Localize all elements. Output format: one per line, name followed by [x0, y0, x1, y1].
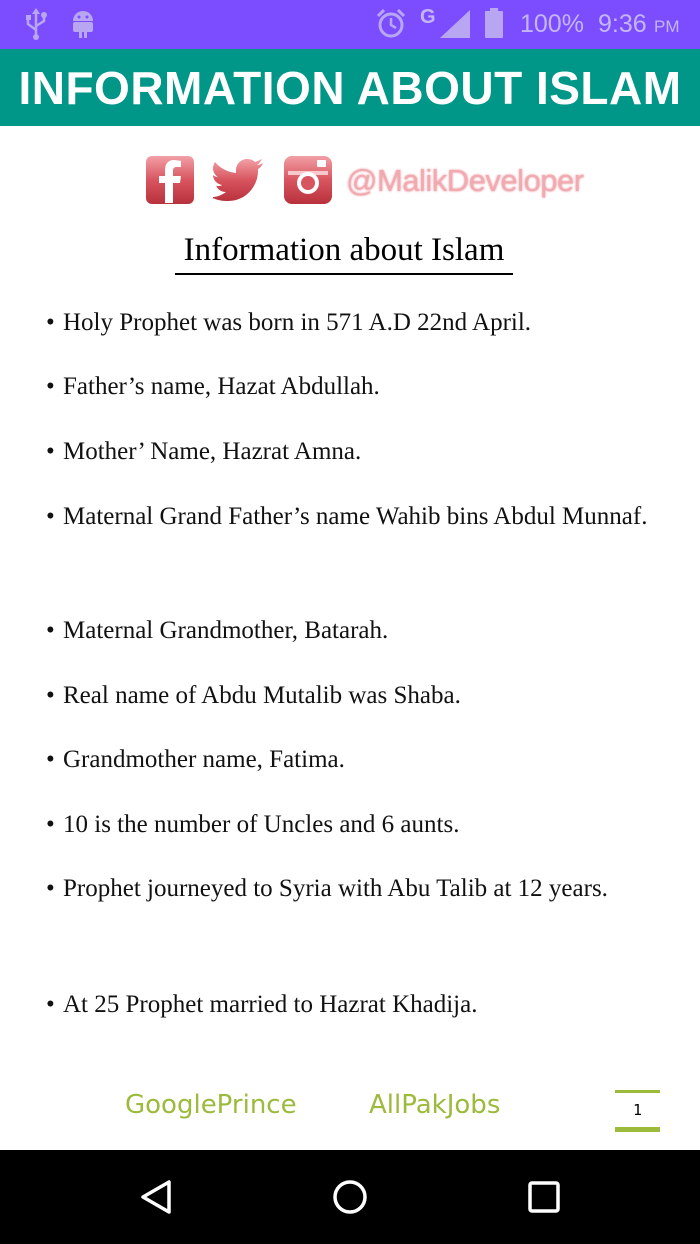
back-icon[interactable]: [133, 1174, 179, 1220]
status-bar: [0, 0, 700, 49]
allpakjobs-link[interactable]: AllPakJobs: [369, 1090, 501, 1120]
signal-icon: [440, 10, 470, 43]
bullet: •: [46, 438, 55, 465]
list-item: [46, 980, 666, 1030]
list-item: [46, 864, 666, 914]
bullet: •: [46, 503, 55, 530]
bullet: •: [46, 309, 55, 336]
bullet: •: [46, 373, 55, 400]
bullet: •: [46, 746, 55, 773]
list-item: [46, 362, 666, 412]
fact-text: At 25 Prophet married to Hazrat Khadija.: [63, 991, 478, 1018]
android-icon: [70, 8, 96, 45]
recents-icon[interactable]: [521, 1174, 567, 1220]
page-number: 1: [615, 1090, 660, 1132]
battery-level: 100%: [520, 10, 584, 38]
usb-icon: [24, 8, 48, 45]
fact-text: Prophet journeyed to Syria with Abu Talib at 12 years.: [63, 875, 608, 902]
fact-text: Real name of Abdu Mutalib was Shaba.: [63, 682, 461, 709]
list-item: [46, 735, 666, 785]
navigation-bar: [0, 1150, 700, 1244]
bullet: •: [46, 991, 55, 1018]
list-item: [46, 800, 666, 850]
list-item: [46, 606, 666, 656]
home-icon[interactable]: [327, 1174, 373, 1220]
network-type: G: [420, 6, 436, 28]
social-row: [0, 155, 700, 209]
clock-time: 9:36: [598, 10, 647, 38]
app-title: INFORMATION ABOUT ISLAM: [18, 61, 682, 114]
list-item: [46, 298, 666, 348]
bullet: •: [46, 875, 55, 902]
battery-icon: [485, 8, 503, 43]
alarm-icon: [376, 8, 406, 45]
facebook-icon[interactable]: [145, 155, 195, 210]
fact-text: Holy Prophet was born in 571 A.D 22nd April.: [63, 309, 532, 336]
clock-ampm: PM: [654, 17, 680, 36]
fact-text: Mother’ Name, Hazrat Amna.: [63, 438, 362, 465]
fact-text: Maternal Grandmother, Batarah.: [63, 617, 389, 644]
app-bar: [0, 49, 700, 126]
fact-text: Maternal Grand Father’s name Wahib bins Abdul Munnaf.: [63, 503, 648, 530]
googleprince-link[interactable]: GooglePrince: [125, 1090, 297, 1120]
fact-text: 10 is the number of Uncles and 6 aunts.: [63, 811, 460, 838]
fact-text: Father’s name, Hazat Abdullah.: [63, 373, 380, 400]
instagram-icon[interactable]: [283, 155, 333, 210]
developer-handle[interactable]: @MalikDeveloper: [346, 163, 584, 198]
list-item: [46, 671, 666, 721]
page-heading: Information about Islam: [175, 232, 513, 275]
fact-text: Grandmother name, Fatima.: [63, 746, 345, 773]
bullet: •: [46, 682, 55, 709]
list-item: [46, 427, 666, 477]
bullet: •: [46, 617, 55, 644]
twitter-icon[interactable]: [213, 157, 265, 208]
list-item: [46, 492, 666, 542]
bullet: •: [46, 811, 55, 838]
